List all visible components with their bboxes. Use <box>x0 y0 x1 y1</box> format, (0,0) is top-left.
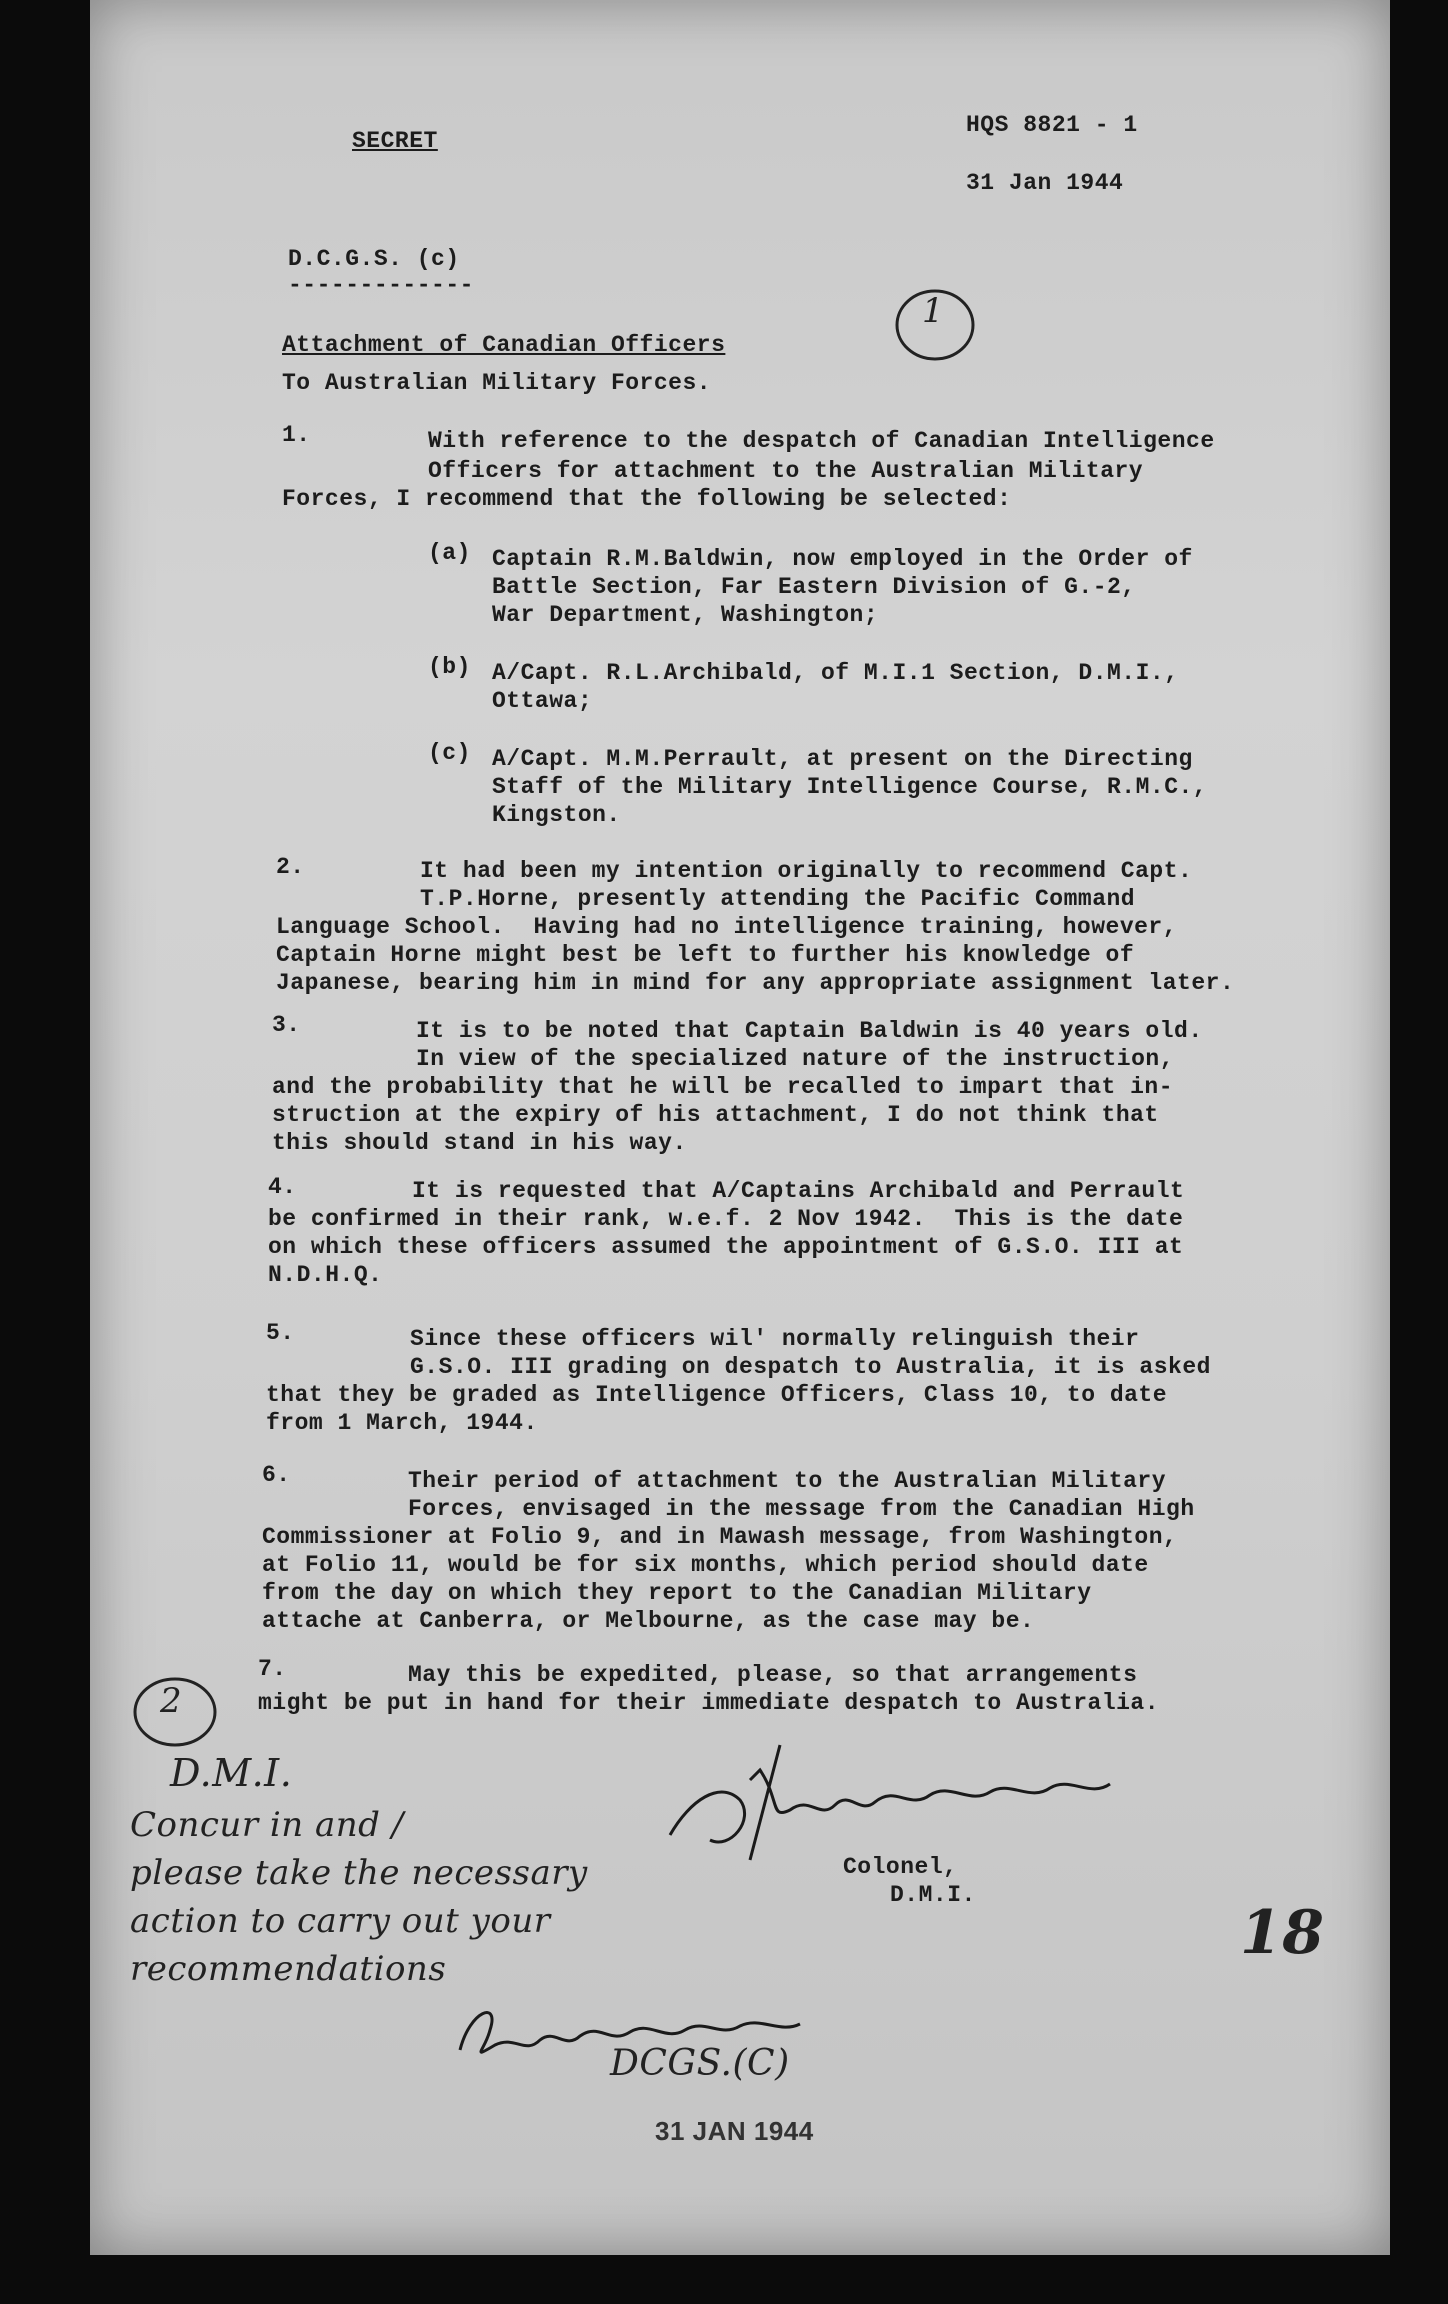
handwritten-line: Concur in and / <box>130 1805 404 1845</box>
para-6-line: attache at Canberra, or Melbourne, as the case may be. <box>262 1608 1035 1634</box>
para-6-line: Commissioner at Folio 9, and in Mawash message, from Washington, <box>262 1524 1178 1550</box>
para-7-line: might be put in hand for their immediate despatch to Australia. <box>258 1690 1160 1716</box>
item-c-label: (c) <box>428 740 471 766</box>
para-3-line: In view of the specialized nature of the instruction, <box>416 1046 1175 1072</box>
para-6-line: at Folio 11, would be for six months, which period should date <box>262 1552 1149 1578</box>
item-a-line: Captain R.M.Baldwin, now employed in the Order of <box>492 546 1193 572</box>
para-1-number: 1. <box>282 422 311 448</box>
signature-rank: Colonel, <box>843 1854 958 1880</box>
item-c-line: Staff of the Military Intelligence Course, R.M.C., <box>492 774 1208 800</box>
para-5-line: that they be graded as Intelligence Officers, Class 10, to date <box>266 1382 1168 1408</box>
para-4-line: be confirmed in their rank, w.e.f. 2 Nov 1942. This is the date <box>268 1206 1184 1232</box>
handwritten-line: please take the necessary <box>130 1853 588 1893</box>
item-a-line: War Department, Washington; <box>492 602 879 628</box>
subject-line-1: Attachment of Canadian Officers <box>282 332 726 358</box>
handwritten-line: recommendations <box>130 1949 447 1989</box>
circled-number-2: 2 <box>160 1681 183 1721</box>
colonel-signature <box>650 1740 1270 1870</box>
para-6-line: from the day on which they report to the Canadian Military <box>262 1580 1092 1606</box>
para-2-line: Captain Horne might best be left to further his knowledge of <box>276 942 1135 968</box>
item-b-label: (b) <box>428 654 471 680</box>
circled-number-1: 1 <box>922 291 945 331</box>
para-5-number: 5. <box>266 1320 295 1346</box>
handwritten-signoff: DCGS.(C) <box>610 2043 790 2084</box>
para-2-number: 2. <box>276 854 305 880</box>
addressee-rule: ------------- <box>288 272 474 298</box>
item-a-label: (a) <box>428 540 471 566</box>
para-4-line: on which these officers assumed the appointment of G.S.O. III at <box>268 1234 1184 1260</box>
para-3-line: and the probability that he will be recalled to impart that in- <box>272 1074 1174 1100</box>
item-a-line: Battle Section, Far Eastern Division of G.-2, <box>492 574 1136 600</box>
signature-title: D.M.I. <box>890 1882 976 1908</box>
para-5-line: Since these officers wil' normally relinguish their <box>410 1326 1140 1352</box>
para-6-line: Their period of attachment to the Australian Military <box>408 1468 1167 1494</box>
file-number: HQS 8821 - 1 <box>966 112 1138 138</box>
classification-label: SECRET <box>352 128 438 154</box>
para-2-line: Japanese, bearing him in mind for any appropriate assignment later. <box>276 970 1235 996</box>
para-5-line: from 1 March, 1944. <box>266 1410 538 1436</box>
item-c-line: Kingston. <box>492 802 621 828</box>
para-3-number: 3. <box>272 1012 301 1038</box>
item-c-line: A/Capt. M.M.Perrault, at present on the Directing <box>492 746 1193 772</box>
para-2-line: It had been my intention originally to recommend Capt. <box>420 858 1193 884</box>
folio-number: 18 <box>1240 1898 1325 1968</box>
para-6-line: Forces, envisaged in the message from the Canadian High <box>408 1496 1195 1522</box>
para-7-number: 7. <box>258 1656 287 1682</box>
item-b-line: Ottawa; <box>492 688 593 714</box>
date-stamp: 31 JAN 1944 <box>655 2116 814 2146</box>
para-6-number: 6. <box>262 1462 291 1488</box>
para-1-line: Forces, I recommend that the following be selected: <box>282 486 1012 512</box>
document-page <box>90 0 1390 2255</box>
para-7-line: May this be expedited, please, so that arrangements <box>408 1662 1138 1688</box>
para-2-line: Language School. Having had no intelligence training, however, <box>276 914 1178 940</box>
para-5-line: G.S.O. III grading on despatch to Australia, it is asked <box>410 1354 1211 1380</box>
subject-line-2: To Australian Military Forces. <box>282 370 712 396</box>
para-3-line: this should stand in his way. <box>272 1130 687 1156</box>
handwritten-addressee: D.M.I. <box>170 1751 293 1795</box>
para-4-line: N.D.H.Q. <box>268 1262 383 1288</box>
item-b-line: A/Capt. R.L.Archibald, of M.I.1 Section, D.M.I., <box>492 660 1179 686</box>
handwritten-line: action to carry out your <box>130 1901 551 1941</box>
para-2-line: T.P.Horne, presently attending the Pacific Command <box>420 886 1136 912</box>
para-4-line: It is requested that A/Captains Archibald and Perrault <box>412 1178 1185 1204</box>
memo-date: 31 Jan 1944 <box>966 170 1124 196</box>
para-1-line: Officers for attachment to the Australian Military <box>428 458 1144 484</box>
para-1-line: With reference to the despatch of Canadian Intelligence <box>428 428 1215 454</box>
addressee: D.C.G.S. (c) <box>288 246 460 272</box>
para-3-line: struction at the expiry of his attachment, I do not think that <box>272 1102 1159 1128</box>
para-3-line: It is to be noted that Captain Baldwin is 40 years old. <box>416 1018 1203 1044</box>
para-4-number: 4. <box>268 1174 297 1200</box>
